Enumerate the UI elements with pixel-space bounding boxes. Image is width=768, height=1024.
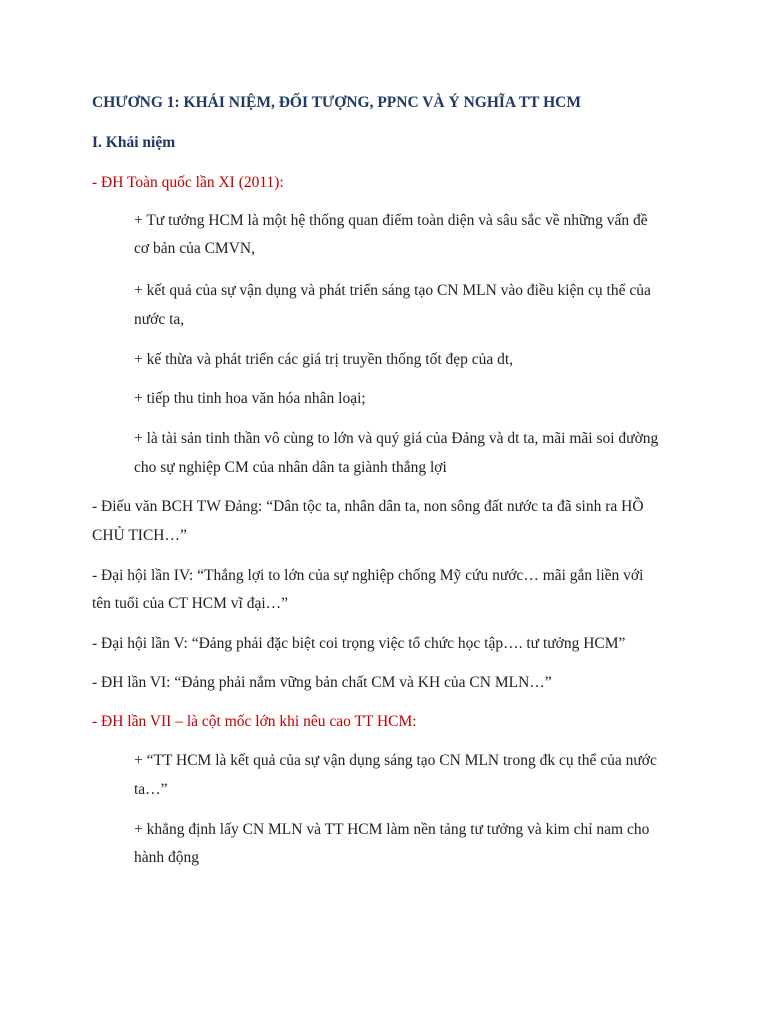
dh11-point-5-line-2: cho sự nghiệp CM của nhân dân ta giành thắng lợi [134, 459, 447, 476]
dh7-point-2-line-2: hành động [134, 849, 200, 866]
dieu-van-line-1: - Điếu văn BCH TW Đảng: “Dân tộc ta, nhân dân ta, non sông đất nước ta đã sinh ra HỒ [92, 498, 644, 515]
dh7-heading: - ĐH lần VII – là cột mốc lớn khi nêu cao TT HCM: [92, 713, 417, 730]
dh11-point-5-line-1: + là tài sản tinh thần vô cùng to lớn và quý giá của Đảng và dt ta, mãi mãi soi đường [134, 430, 659, 447]
dh11-point-3: + kế thừa và phát triển các giá trị truyền thống tốt đẹp của dt, [134, 351, 514, 368]
dh11-point-2-line-2: nước ta, [134, 311, 185, 328]
dh7-point-1-line-2: ta…” [134, 781, 168, 798]
section-title: I. Khái niệm [92, 134, 176, 151]
dieu-van-line-2: CHỦ TICH…” [92, 527, 187, 544]
chapter-title: CHƯƠNG 1: KHÁI NIỆM, ĐỐI TƯỢNG, PPNC VÀ Ý NGHĨA TT HCM [92, 94, 581, 111]
dh4-line-1: - Đại hội lần IV: “Thắng lợi to lớn của sự nghiệp chống Mỹ cứu nước… mãi gắn liền với [92, 567, 644, 584]
dh11-point-1-line-2: cơ bản của CMVN, [134, 240, 255, 257]
dh4-line-2: tên tuổi của CT HCM vĩ đại…” [92, 595, 289, 612]
dh6-line: - ĐH lần VI: “Đảng phải nắm vững bản chất CM và KH của CN MLN…” [92, 674, 552, 691]
dh11-point-1-line-1: + Tư tưởng HCM là một hệ thống quan điểm toàn diện và sâu sắc về những vấn đề [134, 212, 648, 229]
dh11-point-2-line-1: + kết quả của sự vận dụng và phát triển sáng tạo CN MLN vào điều kiện cụ thể của [134, 282, 651, 299]
dh11-point-4: + tiếp thu tinh hoa văn hóa nhân loại; [134, 390, 366, 407]
dh7-point-2-line-1: + khẳng định lấy CN MLN và TT HCM làm nền tảng tư tưởng và kim chỉ nam cho [134, 821, 650, 838]
dh11-heading: - ĐH Toàn quốc lần XI (2011): [92, 174, 284, 191]
dh7-point-1-line-1: + “TT HCM là kết quả của sự vận dụng sáng tạo CN MLN trong đk cụ thể của nước [134, 752, 657, 769]
dh5-line: - Đại hội lần V: “Đảng phải đặc biệt coi trọng việc tổ chức học tập…. tư tưởng HCM” [92, 635, 626, 652]
